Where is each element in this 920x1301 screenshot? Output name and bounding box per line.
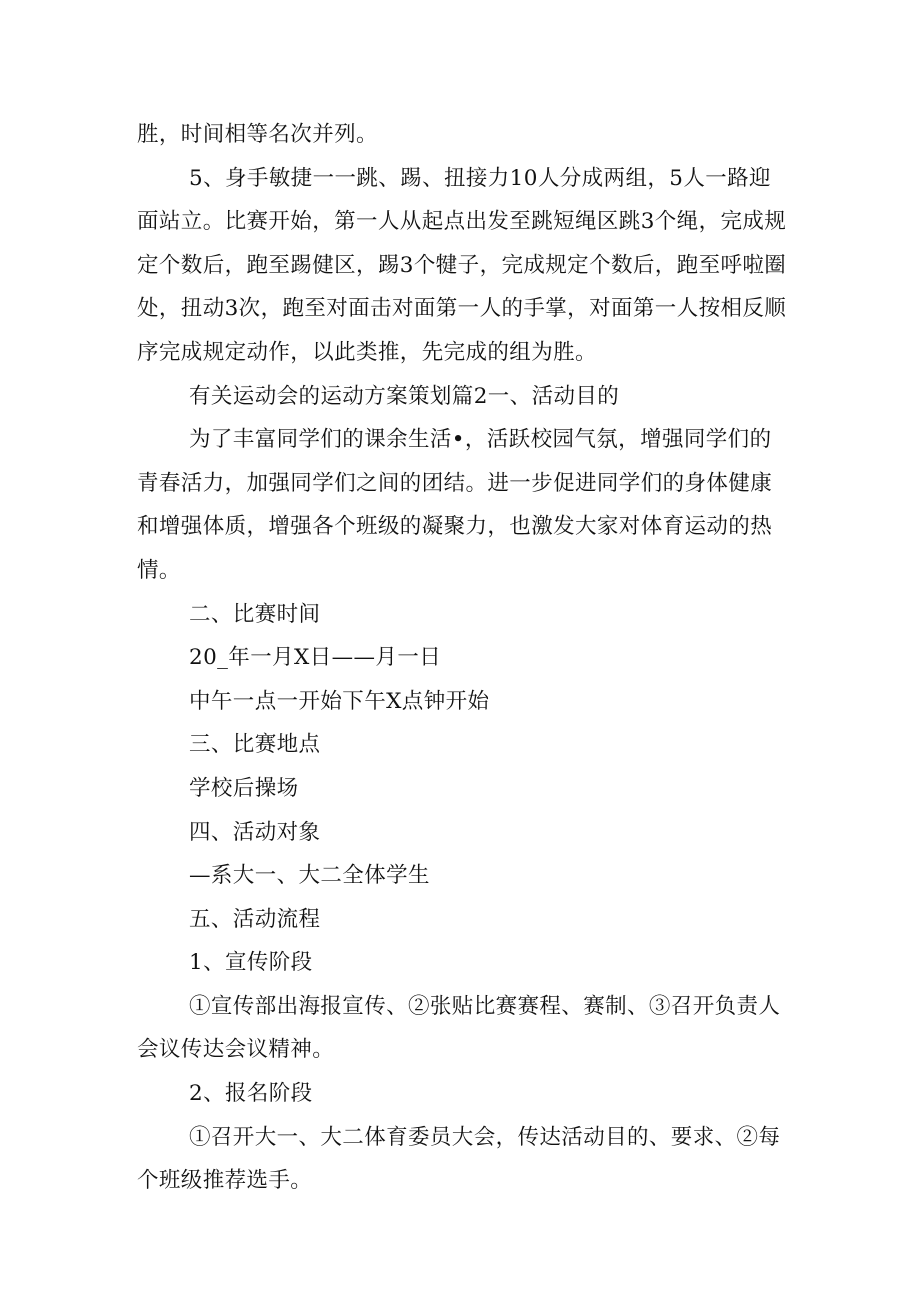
paragraph-publicity: ①宣传部出海报宣传、②张贴比赛赛程、赛制、③召开负责人会议传达会议精神。 <box>137 993 781 1063</box>
heading-time: 二、比赛时间 <box>189 601 321 627</box>
heading-process: 五、活动流程 <box>189 906 321 932</box>
heading-location: 三、比赛地点 <box>189 732 321 758</box>
subheading-registration: 2、报名阶段 <box>189 1081 313 1107</box>
paragraph-registration: ①召开大一、大二体育委员大会，传达活动目的、要求、②每个班级推荐选手。 <box>137 1124 781 1194</box>
line-hours: 中午一点一开始下午X点钟开始 <box>189 688 490 714</box>
line-audience: —系大一、大二全体学生 <box>189 863 430 889</box>
paragraph-2: 5、身手敏捷一一跳、踢、扭接力10人分成两组，5人一路迎面站立。比赛开始，第一人从起点出发至跳短绳区跳3个绳，完成规定个数后，跑至踢健区，踢3个犍子，完成规定个数后，跑至呼啦圈处，扭动3次，跑至对面击对面第一人的手掌，对面第一人按相反顺序完成规定动作，以此类推，先完成的组为胜。 <box>137 165 787 365</box>
paragraph-1: 胜，时间相等名次并列。 <box>137 122 378 147</box>
section-heading: 有关运动会的运动方案策划篇2一、活动目的 <box>189 383 620 409</box>
heading-audience: 四、活动对象 <box>189 819 321 845</box>
line-date: 20_年一月X日——月一日 <box>189 645 442 671</box>
subheading-publicity: 1、宣传阶段 <box>189 950 313 976</box>
paragraph-purpose: 为了丰富同学们的课余生活•，活跃校园气氛，增强同学们的青春活力，加强同学们之间的团结。进一步促进同学们的身体健康和增强体质，增强各个班级的凝聚力，也激发大家对体育运动的热情。 <box>137 427 773 583</box>
line-location: 学校后操场 <box>189 775 299 801</box>
